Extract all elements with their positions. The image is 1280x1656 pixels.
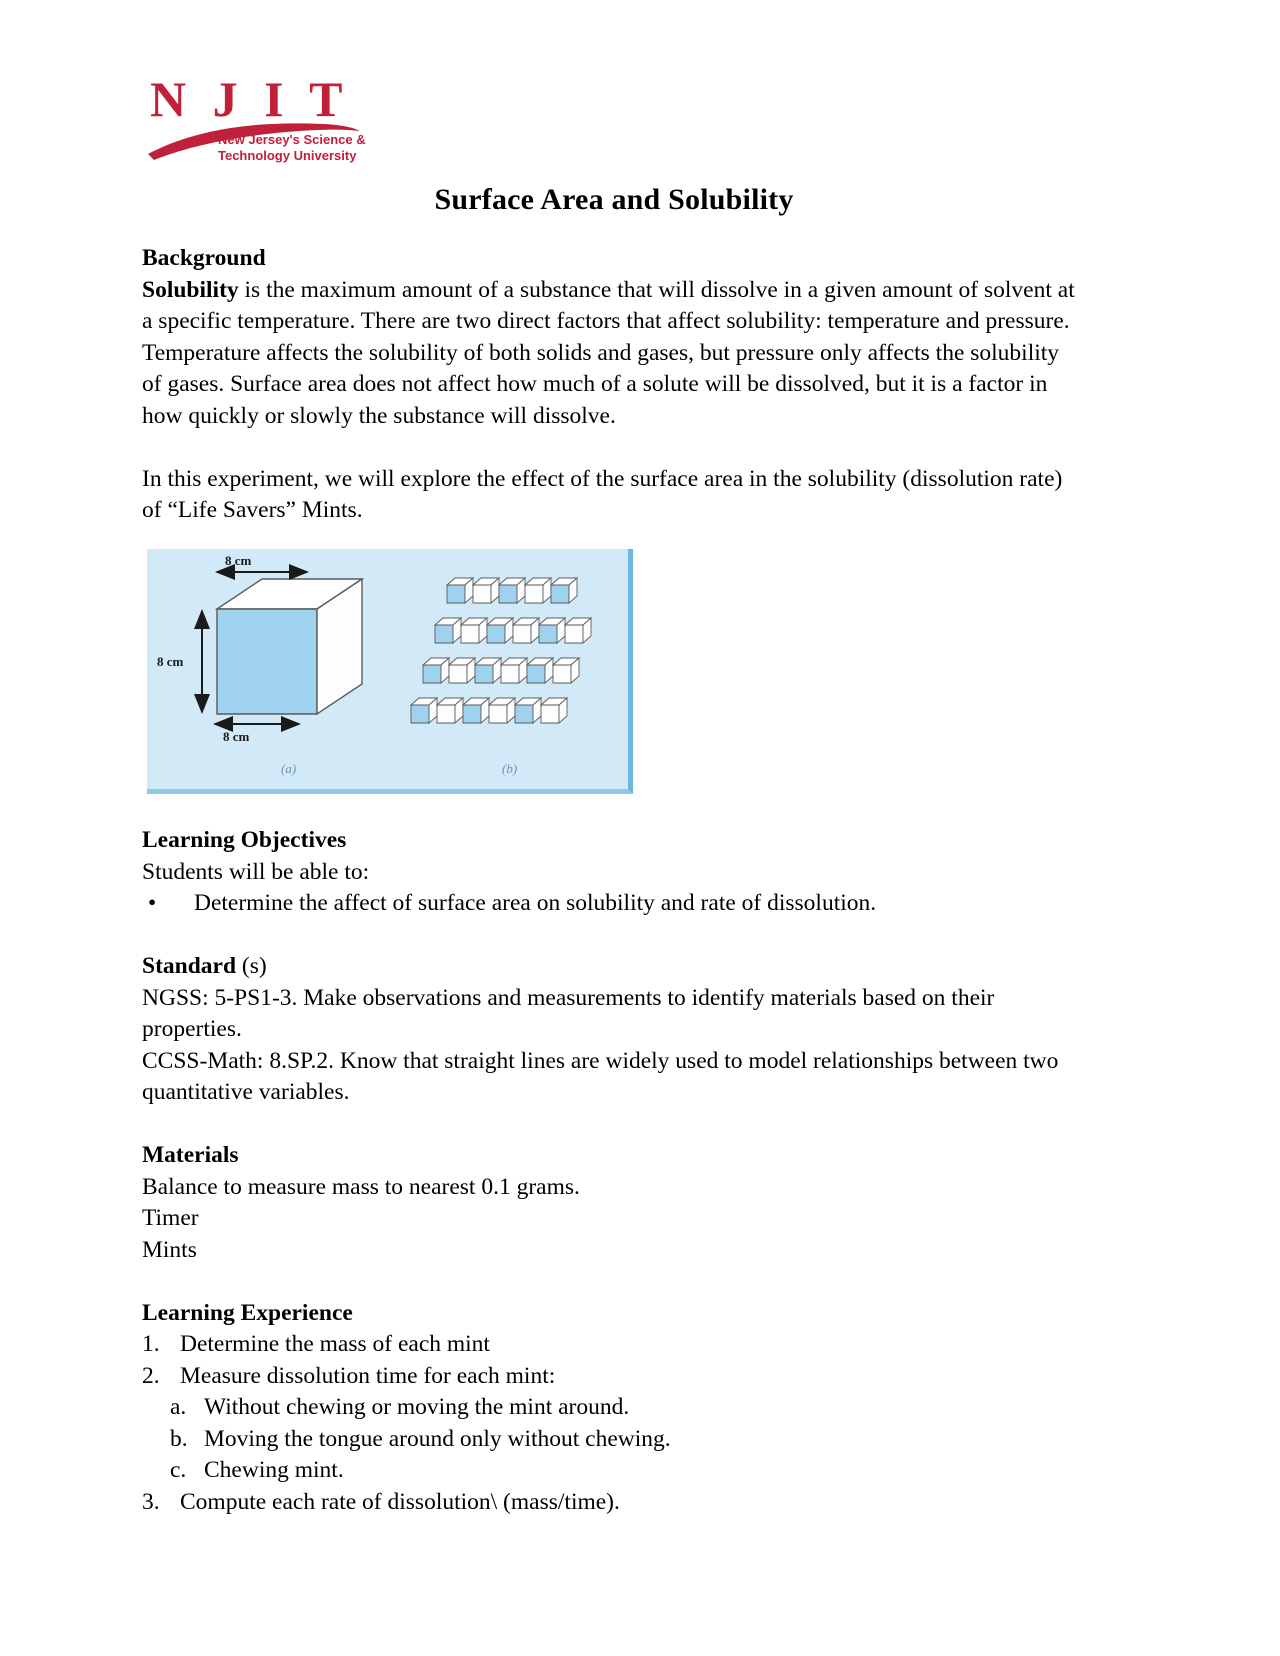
heading-materials: Materials: [142, 1142, 239, 1168]
list-item-number: 3.: [142, 1488, 160, 1515]
list-item: [142, 1455, 1084, 1487]
list-item-number: b.: [170, 1425, 188, 1452]
list-item-text: Without chewing or moving the mint around.: [204, 1394, 630, 1420]
njit-logo-icon: [146, 68, 406, 163]
list-item-number: 2.: [142, 1362, 160, 1389]
figure-dim-left: 8 cm: [157, 653, 184, 669]
document-body: [142, 243, 1084, 1518]
svg-text:N J I T: N J I T: [150, 71, 350, 127]
learning-experience-sublist: [142, 1392, 1084, 1487]
standard-ngss: NGSS: 5-PS1-3. Make observations and measurements to identify materials based on their properties.: [142, 984, 995, 1042]
learning-experience-list: [142, 1329, 1084, 1518]
material-item: Mints: [142, 1236, 197, 1263]
list-item-text: Measure dissolution time for each mint:: [180, 1362, 556, 1389]
page-title: Surface Area and Solubility: [434, 183, 794, 216]
figure-caption-a: (a): [281, 760, 297, 776]
material-item: Timer: [142, 1205, 199, 1231]
material-item: Balance to measure mass to nearest 0.1 grams.: [142, 1173, 580, 1200]
learning-objectives-list: [142, 888, 1084, 920]
heading-standards-bold: Standard: [142, 953, 237, 979]
figure-dim-bottom: 8 cm: [223, 728, 250, 744]
list-item-text: Compute each rate of dissolution\ (mass/time).: [180, 1488, 620, 1515]
list-item-number: a.: [170, 1394, 187, 1420]
list-item: [142, 1329, 1084, 1361]
logo-tagline-line2: Technology University: [218, 148, 357, 163]
list-item: [142, 1361, 1084, 1393]
background-paragraph-1-rest: is the maximum amount of a substance that will dissolve in a given amount of solvent at a specific temperature. There are two direct factors that affect solubility: temperature and pressure. Temperature affects the solubility of both solids and gases, but pressure only affects the solubility of gases. Surface area does not affect how much of a solute will be dissolved, but it is a factor in how quickly or slowly the substance will dissolve.: [142, 276, 1075, 429]
list-item: [142, 888, 1084, 920]
list-item-number: c.: [170, 1457, 187, 1483]
heading-standards-light: (s): [236, 953, 267, 979]
figure-caption-b: (b): [502, 760, 518, 776]
list-item: [142, 1424, 1084, 1456]
heading-learning-objectives: Learning Objectives: [142, 827, 347, 853]
list-item: [142, 1487, 1084, 1519]
logo-tagline-line1: New Jersey's Science &: [218, 132, 366, 147]
solubility-lead-word: Solubility: [142, 276, 239, 303]
background-paragraph-2: In this experiment, we will explore the effect of the surface area in the solubility (dissolution rate) of “Life Savers” Mints.: [142, 465, 1063, 523]
list-item-text: Determine the affect of surface area on solubility and rate of dissolution.: [194, 890, 877, 916]
heading-learning-experience: Learning Experience: [142, 1299, 353, 1326]
standard-ccss-math: CCSS-Math: 8.SP.2. Know that straight lines are widely used to model relationships between two quantitative variables.: [142, 1047, 1059, 1105]
list-item-text: Chewing mint.: [204, 1457, 344, 1483]
background-paragraph-1: [142, 275, 1084, 433]
surface-area-figure: [147, 549, 633, 794]
list-item-text: Moving the tongue around only without chewing.: [204, 1425, 671, 1452]
list-item-number: 1.: [142, 1331, 160, 1357]
list-item-text: Determine the mass of each mint: [180, 1331, 490, 1357]
list-item: [142, 1392, 1084, 1424]
heading-standards: [142, 951, 1084, 983]
njit-logo: [146, 68, 406, 163]
figure-dim-top: 8 cm: [225, 552, 252, 568]
bullet-icon: •: [148, 890, 157, 916]
cube-diagram-icon: [147, 549, 628, 789]
learning-objectives-intro: Students will be able to:: [142, 858, 370, 885]
heading-background: Background: [142, 245, 266, 271]
